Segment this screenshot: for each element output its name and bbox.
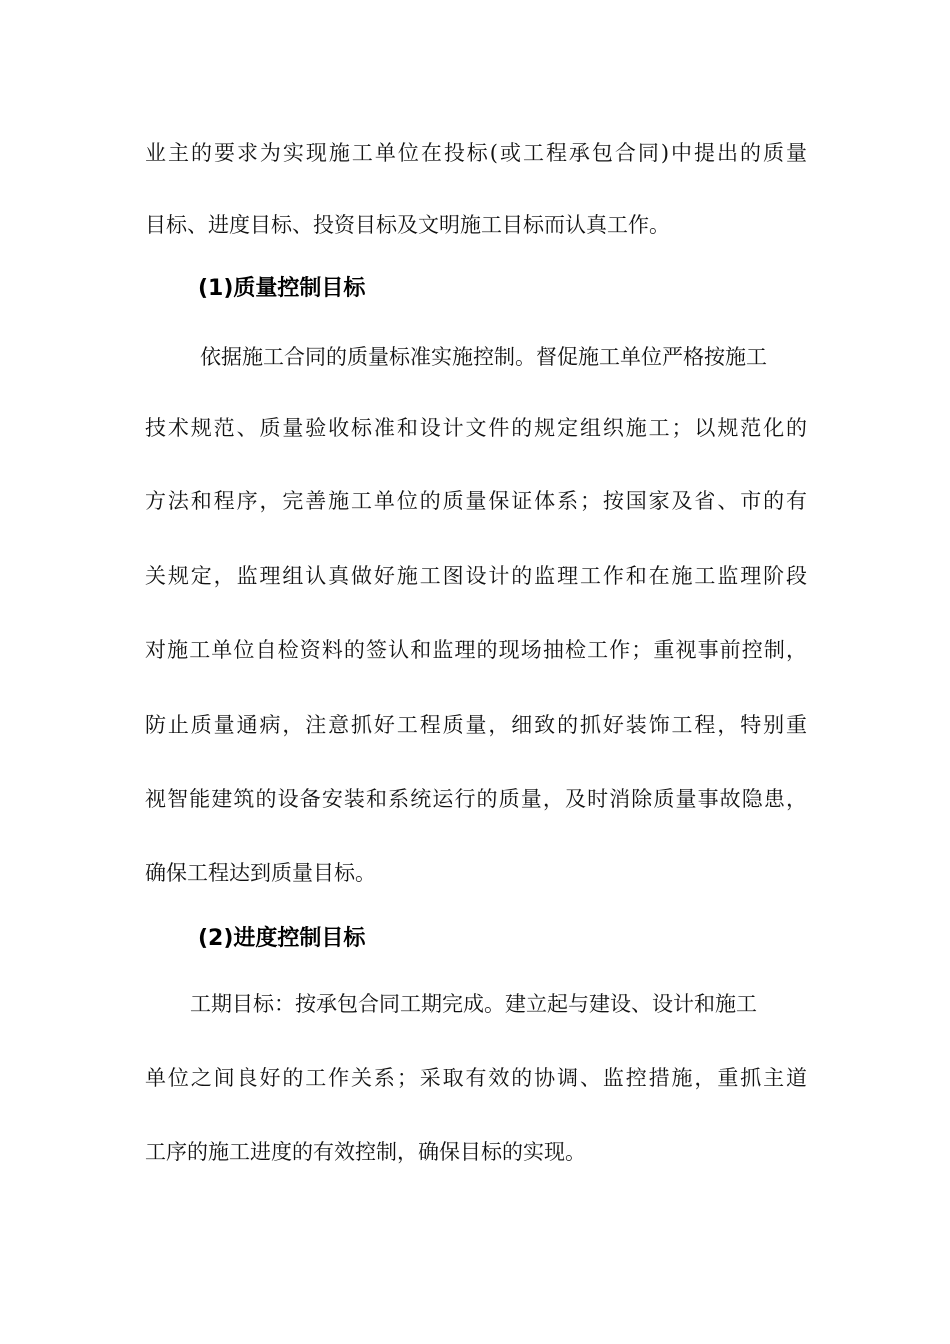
quality-line-8: 确保工程达到质量目标。 — [145, 861, 376, 885]
quality-line-5: 对施工单位自检资料的签认和监理的现场抽检工作；重视事前控制， — [145, 638, 807, 662]
quality-line-3: 方法和程序，完善施工单位的质量保证体系；按国家及省、市的有 — [145, 489, 807, 513]
intro-line-2: 目标、进度目标、投资目标及文明施工目标而认真工作。 — [145, 213, 670, 237]
quality-line-1: 依据施工合同的质量标准实施控制。督促施工单位严格按施工 — [200, 345, 767, 369]
intro-line-1: 业主的要求为实现施工单位在投标(或工程承包合同)中提出的质量 — [145, 141, 807, 165]
schedule-line-1: 工期目标：按承包合同工期完成。建立起与建设、设计和施工 — [190, 992, 757, 1016]
schedule-line-2: 单位之间良好的工作关系；采取有效的协调、监控措施，重抓主道 — [145, 1066, 807, 1090]
schedule-line-3: 工序的施工进度的有效控制，确保目标的实现。 — [145, 1140, 586, 1164]
section-heading-quality: (1)质量控制目标 — [198, 276, 366, 301]
quality-line-2: 技术规范、质量验收标准和设计文件的规定组织施工；以规范化的 — [145, 416, 807, 440]
quality-line-4: 关规定，监理组认真做好施工图设计的监理工作和在施工监理阶段 — [145, 564, 807, 588]
quality-line-7: 视智能建筑的设备安装和系统运行的质量，及时消除质量事故隐患， — [145, 787, 807, 811]
quality-line-6: 防止质量通病，注意抓好工程质量，细致的抓好装饰工程，特别重 — [145, 713, 807, 737]
section-heading-schedule: (2)进度控制目标 — [198, 926, 366, 951]
